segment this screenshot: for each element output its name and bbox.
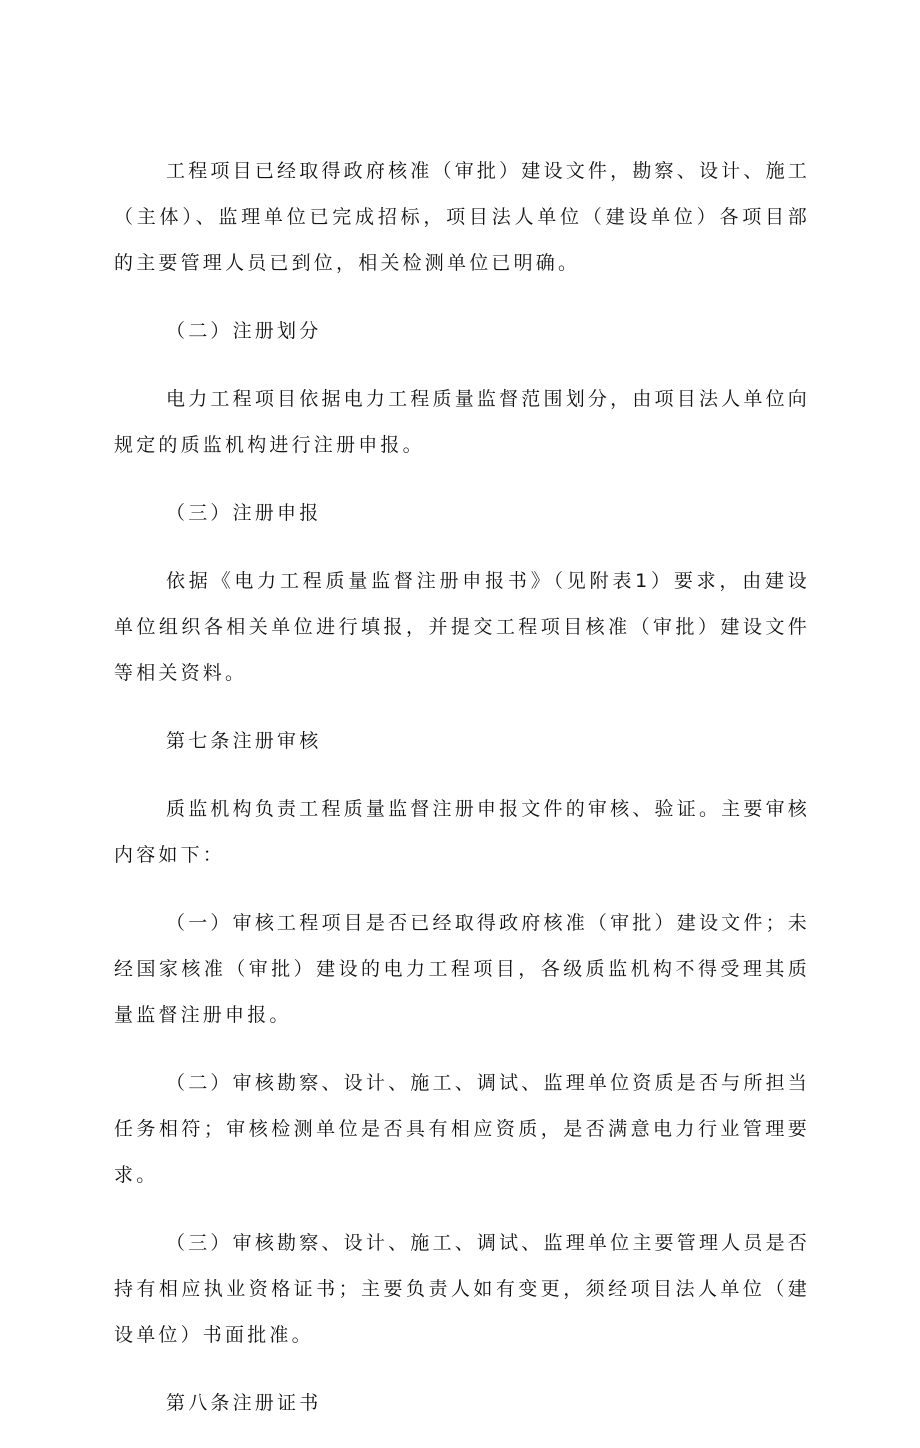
article-heading-7: 第七条注册审核 <box>166 730 322 752</box>
section-heading-registration-application: （三）注册申报 <box>166 502 322 524</box>
paragraph-registration-application: 依据《电力工程质量监督注册申报书》（见附表1）要求，由建设单位组织各相关单位进行填报，并提交工程项目核准（审批）建设文件等相关资料。 <box>114 570 810 684</box>
paragraph-review-item-2: （二）审核勘察、设计、施工、调试、监理单位资质是否与所担当任务相符；审核检测单位是否具有相应资质，是否满意电力行业管理要求。 <box>114 1072 810 1186</box>
document-body <box>114 148 810 1448</box>
paragraph-review-intro: 质监机构负责工程质量监督注册申报文件的审核、验证。主要审核内容如下： <box>114 798 810 866</box>
paragraph-prerequisites: 工程项目已经取得政府核准（审批）建设文件，勘察、设计、施工（主体）、监理单位已完成招标，项目法人单位（建设单位）各项目部的主要管理人员已到位，相关检测单位已明确。 <box>114 160 810 274</box>
paragraph-review-item-3: （三）审核勘察、设计、施工、调试、监理单位主要管理人员是否持有相应执业资格证书；主要负责人如有变更，须经项目法人单位（建设单位）书面批准。 <box>114 1232 810 1346</box>
section-heading-registration-division: （二）注册划分 <box>166 320 322 342</box>
paragraph-registration-division: 电力工程项目依据电力工程质量监督范围划分，由项目法人单位向规定的质监机构进行注册申报。 <box>114 388 810 456</box>
paragraph-review-item-1: （一）审核工程项目是否已经取得政府核准（审批）建设文件；未经国家核准（审批）建设的电力工程项目，各级质监机构不得受理其质量监督注册申报。 <box>114 912 810 1026</box>
article-heading-8: 第八条注册证书 <box>166 1392 322 1414</box>
